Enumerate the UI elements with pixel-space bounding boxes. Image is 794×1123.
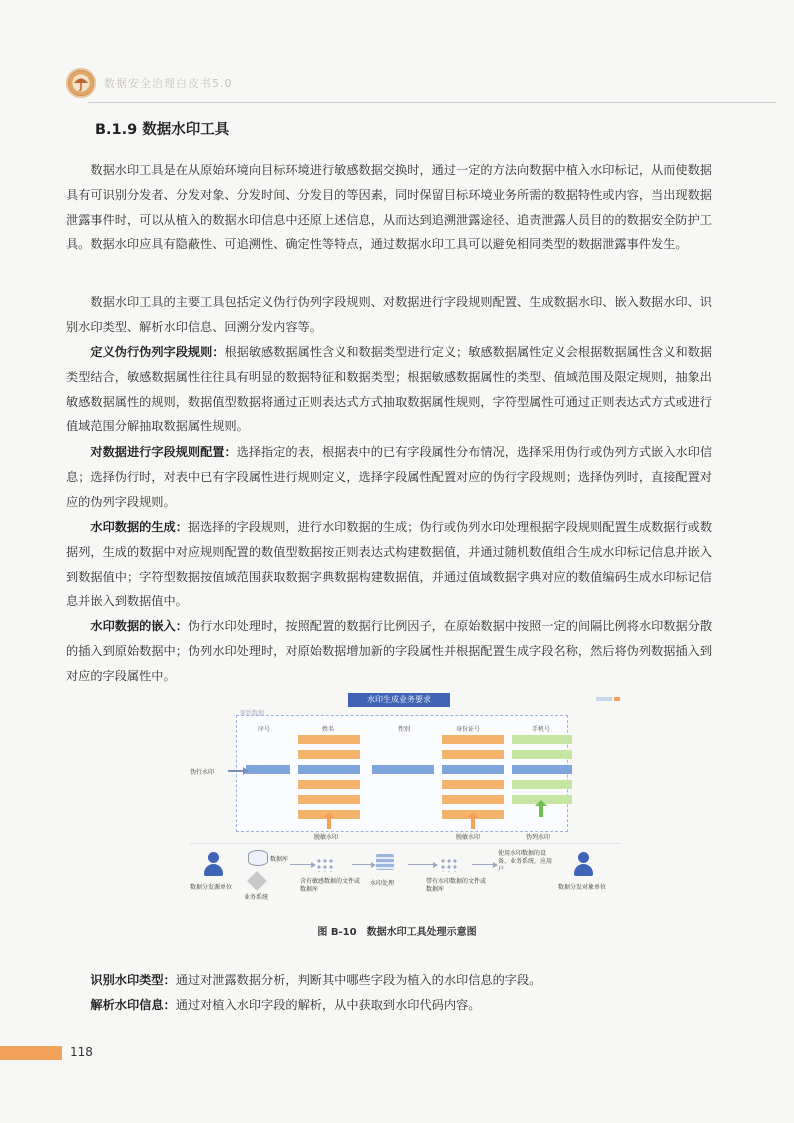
up-arrow-icon [538,805,544,817]
watermarked-data-label: 带有水印数据的文件或数据库 [426,878,487,893]
column-header: 手机号 [532,726,551,733]
bar-orange [298,735,360,744]
term-identify: 识别水印类型： [90,973,176,987]
bar-green [512,780,572,789]
paragraph-embed [66,614,712,688]
text-embed: 伪行水印处理时，按照配置的数据行比例因子，在原始数据中按照一定的间隔比例将水印数据分散的插入到原始数据中；伪列水印处理时，对原始数据增加新的字段属性并根据配置生成字段名称，然后将伪列数据插入到对应的字段属性中。 [66,619,713,683]
bar-blue [246,765,290,774]
bar-orange [298,795,360,804]
up-arrow-icon [326,817,332,829]
text-generate: 据选择的字段规则，进行水印数据的生成；伪行或伪列水印处理根据字段规则配置生成数据行或数据列，生成的数据中对应规则配置的数值型数据按正则表达式构建数据值，并通过随机数值组合生成水印标记信息并嵌入到数据值中；字符型数据按值域范围获取数据字典数据构建数据值，并通过值域数据字典对应的数值编码生成水印标记信息并嵌入到数据值中。 [66,520,713,609]
term-embed: 水印数据的嵌入： [90,619,188,633]
text-define-rules: 根据敏感数据属性含义和数据类型进行定义；敏感数据属性定义会根据数据属性含义和数据类型结合，敏感数据属性往往具有明显的数据特征和数据类型；根据敏感数据属性的类型、值域范围及限定规则，抽象出敏感数据属性的规则，数据值型数据将通过正则表达式方式抽取数据属性规则，字符型属性可通过正则表达式方式或进行值域范围分解抽取数据属性规则。 [66,345,713,434]
page-number: 118 [70,1045,93,1059]
paragraph-generate [66,515,712,614]
term-config-rules: 对数据进行字段规则配置： [90,445,237,459]
fake-column-label: 伪列水印 [526,834,551,841]
bar-blue [442,765,504,774]
term-define-rules: 定义伪行伪列字段规则： [90,345,225,359]
term-generate: 水印数据的生成： [90,520,188,534]
source-data-label: 原始数据 [240,710,265,717]
business-system-icon [247,871,267,891]
person-icon [202,852,224,878]
figure-caption: 图 B-10 数据水印工具处理示意图 [317,927,477,938]
umbrella-logo-icon [66,68,96,98]
paragraph-define-rules [66,340,712,439]
usage-label: 使用水印数据的设备、业务系统、应用户 [498,850,553,873]
receiver-label: 数据分发对象单位 [558,884,607,891]
paragraph-parse [66,993,712,1018]
column-header: 身份证号 [456,726,481,733]
database-icon [248,850,268,866]
person-icon [572,852,594,878]
fake-row-label: 伪行水印 [190,769,215,776]
fake-row-arrow [228,770,244,772]
footer-accent-bar [0,1046,62,1060]
bar-blue [298,765,360,774]
up-arrow-icon [470,817,476,829]
bar-orange [298,780,360,789]
flow-diagram [190,843,620,904]
bar-orange [442,795,504,804]
paragraph-identify [66,968,712,993]
bar-orange [442,735,504,744]
desensitize-label: 脱敏水印 [314,834,339,841]
process-label: 水印处理 [370,880,395,887]
figure-banner: 水印生成业务要求 [348,693,450,707]
bar-blue [372,765,434,774]
flow-arrow [352,864,372,865]
bar-blue [512,765,572,774]
bar-orange [442,750,504,759]
header-divider [88,102,776,103]
flow-arrow [290,864,312,865]
column-header: 姓名 [322,726,335,733]
flow-arrow [408,864,434,865]
business-system-label: 业务系统 [244,894,269,901]
bar-green [512,735,572,744]
desensitize-label: 脱敏水印 [456,834,481,841]
text-config-rules: 选择指定的表，根据表中的已有字段属性分布情况，选择采用伪行或伪列方式嵌入水印信息；选择伪行时，对表中已有字段属性进行规则定义，选择字段属性配置对应的伪行字段规则；选择伪列时，直接配置对应的伪列字段规则。 [66,445,713,509]
files-icon [440,858,458,872]
flow-arrow [472,864,494,865]
paragraph-intro: 数据水印工具是在从原始环境向目标环境进行敏感数据交换时，通过一定的方法向数据中植入水印标记，从而使数据具有可识别分发者、分发对象、分发时间、分发目的等因素，同时保留目标环境业务所需的数据特性或内容，当出现数据泄露事件时，可以从植入的数据水印信息中还原上述信息，从而达到追溯泄露途径、追责泄露人员目的的数据安全防护工具。数据水印应具有隐蔽性、可追溯性、确定性等特点，通过数据水印工具可以避免相同类型的数据泄露事件发生。 [66,163,712,252]
term-parse: 解析水印信息： [90,998,176,1012]
bar-green [512,750,572,759]
column-header: 序号 [258,726,271,733]
section-title: B.1.9 数据水印工具 [95,122,230,138]
files-icon [316,858,334,872]
book-title: 数据安全治理白皮书5.0 [104,77,233,90]
text-parse: 通过对植入水印字段的解析，从中获取到水印代码内容。 [175,998,481,1012]
paragraph-tools: 数据水印工具的主要工具包括定义伪行伪列字段规则、对数据进行字段规则配置、生成数据水印、嵌入数据水印、识别水印类型、解析水印信息、回溯分发内容等。 [66,295,712,334]
running-header [66,68,766,104]
sensitive-data-label: 含有敏感数据的文件或数据库 [300,878,361,893]
text-identify: 通过对泄露数据分析，判断其中哪些字段为植入的水印信息的字段。 [175,973,542,987]
database-label: 数据库 [270,856,289,863]
bar-orange [298,750,360,759]
bar-orange [442,780,504,789]
column-header: 性别 [398,726,411,733]
paragraph-config-rules [66,440,712,514]
server-icon [376,854,394,870]
watermark-figure [190,693,620,913]
sender-label: 数据分发源单位 [190,884,233,891]
corner-mark-icon [596,696,620,702]
